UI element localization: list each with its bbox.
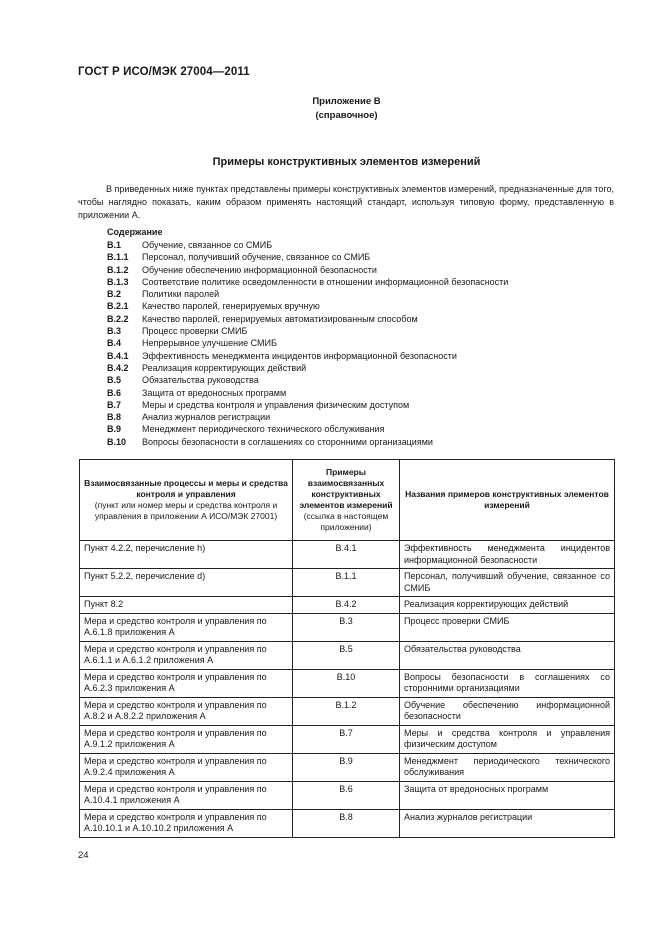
contents-item	[107, 300, 617, 312]
contents-heading: Содержание	[107, 227, 163, 237]
contents-item-text: Обучение, связанное со СМИБ	[142, 240, 273, 250]
contents-item-number: B.1.3	[107, 276, 129, 287]
table-row	[80, 613, 615, 641]
contents-item	[107, 264, 617, 276]
header-examples	[293, 460, 400, 541]
contents-item	[107, 337, 617, 349]
contents-item	[107, 387, 617, 399]
contents-item-number: B.2.2	[107, 313, 129, 324]
table-header-row	[80, 460, 615, 541]
process-cell: Мера и средство контроля и управления по А.6.1.1 и А.6.1.2 приложения А	[80, 641, 293, 669]
contents-item-text: Защита от вредоносных программ	[142, 387, 287, 398]
header-names-main: Названия примеров конструктивных элементов измерений	[405, 489, 609, 510]
contents-item-text: Непрерывное улучшение СМИБ	[142, 338, 277, 349]
reference-cell: B.3	[293, 613, 400, 641]
contents-item-text: Эффективность менеджмента инцидентов информационной безопасности	[142, 350, 457, 361]
contents-item	[107, 325, 617, 337]
process-cell: Пункт 4.2.2, перечисление h)	[80, 541, 293, 569]
reference-cell: B.5	[293, 641, 400, 669]
contents-item-number: B.7	[107, 399, 122, 410]
contents-item-text: Анализ журналов регистрации	[142, 412, 271, 423]
reference-cell: B.9	[293, 753, 400, 781]
header-names	[400, 460, 615, 541]
table-row	[80, 725, 615, 753]
contents-item	[107, 436, 617, 448]
contents-item	[107, 374, 617, 386]
process-cell: Мера и средство контроля и управления по А.6.2.3 приложения А	[80, 669, 293, 697]
contents-item-text: Реализация корректирующих действий	[142, 362, 307, 373]
contents-item-number: B.1	[107, 240, 122, 250]
name-cell: Меры и средства контроля и управления физическим доступом	[400, 725, 615, 753]
contents-item-text: Политики паролей	[142, 289, 220, 300]
contents-item-number: B.1.2	[107, 264, 129, 275]
header-processes	[80, 460, 293, 541]
contents-item	[107, 251, 617, 263]
contents-item-number: B.10	[107, 436, 127, 447]
header-processes-sub: (пункт или номер меры и средства контроля и управления в приложении А ИСО/МЭК 27001)	[94, 500, 278, 521]
reference-cell: B.6	[293, 781, 400, 809]
contents-item-number: B.9	[107, 424, 122, 435]
contents-item	[107, 423, 617, 435]
table-row	[80, 669, 615, 697]
annex-heading	[16, 95, 661, 123]
name-cell: Реализация корректирующих действий	[400, 597, 615, 614]
name-cell: Обязательства руководства	[400, 641, 615, 669]
intro-paragraph: В приведенных ниже пунктах представлены примеры конструктивных элементов измерений, предназначенные для того, чтобы наглядно показать, каким образом применять настоящий стандарт, используя типовую форму, представленную в приложении А.	[78, 184, 614, 220]
table-row	[80, 541, 615, 569]
contents-item-number: B.1.1	[107, 252, 129, 263]
contents-item-text: Соответствие политике осведомленности в отношении информационной безопасности	[142, 276, 509, 287]
contents-item-number: B.5	[107, 375, 122, 386]
process-cell: Пункт 8.2	[80, 597, 293, 614]
contents-item	[107, 276, 617, 288]
contents-item	[107, 362, 617, 374]
contents-item	[107, 239, 617, 251]
process-cell: Пункт 5.2.2, перечисление d)	[80, 569, 293, 597]
name-cell: Эффективность менеджмента инцидентов информационной безопасности	[400, 541, 615, 569]
section-title: Примеры конструктивных элементов измерений	[212, 156, 481, 168]
contents-item	[107, 288, 617, 300]
contents-item-text: Обязательства руководства	[142, 375, 259, 386]
contents-item	[107, 411, 617, 423]
reference-cell: B.1.1	[293, 569, 400, 597]
page-number: 24	[78, 850, 89, 861]
process-cell: Мера и средство контроля и управления по А.6.1.8 приложения А	[80, 613, 293, 641]
contents-item-text: Меры и средства контроля и управления физическим доступом	[142, 399, 410, 410]
table-row	[80, 597, 615, 614]
table-row	[80, 569, 615, 597]
contents-item-text: Вопросы безопасности в соглашениях со сторонними организациями	[142, 436, 433, 447]
name-cell: Менеджмент периодического технического обслуживания	[400, 753, 615, 781]
process-cell: Мера и средство контроля и управления по А.8.2 и А.8.2.2 приложения А	[80, 697, 293, 725]
name-cell: Вопросы безопасности в соглашениях со сторонними организациями	[400, 669, 615, 697]
contents-list	[107, 239, 617, 448]
header-processes-main: Взаимосвязанные процессы и меры и средства контроля и управления	[84, 478, 288, 499]
annex-title: Приложение В	[312, 96, 381, 107]
name-cell: Обучение обеспечению информационной безопасности	[400, 697, 615, 725]
table-row	[80, 641, 615, 669]
name-cell: Защита от вредоносных программ	[400, 781, 615, 809]
contents-item-number: B.4	[107, 338, 122, 349]
reference-cell: B.4.2	[293, 597, 400, 614]
contents-item-text: Качество паролей, генерируемых вручную	[142, 301, 320, 312]
header-examples-main: Примеры взаимосвязанных конструктивных элементов измерений	[299, 467, 393, 510]
contents-item-text: Менеджмент периодического технического обслуживания	[142, 424, 385, 435]
reference-cell: B.8	[293, 809, 400, 837]
reference-cell: B.10	[293, 669, 400, 697]
process-cell: Мера и средство контроля и управления по А.9.1.2 приложения А	[80, 725, 293, 753]
contents-item-number: B.3	[107, 326, 122, 337]
process-cell: Мера и средство контроля и управления по А.10.10.1 и А.10.10.2 приложения А	[80, 809, 293, 837]
header-examples-sub: (ссылка в настоящем приложении)	[303, 511, 389, 532]
contents-item-number: B.4.2	[107, 362, 129, 373]
table-row	[80, 753, 615, 781]
contents-item-text: Персонал, получивший обучение, связанное со СМИБ	[142, 252, 371, 263]
process-cell: Мера и средство контроля и управления по А.10.4.1 приложения А	[80, 781, 293, 809]
contents-item	[107, 313, 617, 325]
table-row	[80, 697, 615, 725]
table-row	[80, 809, 615, 837]
process-cell: Мера и средство контроля и управления по А.9.2.4 приложения А	[80, 753, 293, 781]
name-cell: Анализ журналов регистрации	[400, 809, 615, 837]
contents-item-text: Процесс проверки СМИБ	[142, 326, 248, 337]
contents-item-number: B.2	[107, 289, 122, 300]
contents-item	[107, 399, 617, 411]
document-id: ГОСТ Р ИСО/МЭК 27004—2011	[78, 66, 250, 78]
measures-table	[79, 459, 615, 838]
reference-cell: B.4.1	[293, 541, 400, 569]
contents-item-number: B.8	[107, 412, 122, 423]
annex-note: (справочное)	[315, 110, 378, 121]
contents-item-number: B.6	[107, 387, 122, 398]
contents-item-number: B.4.1	[107, 350, 129, 361]
reference-cell: B.7	[293, 725, 400, 753]
contents-item-number: B.2.1	[107, 301, 129, 312]
table-row	[80, 781, 615, 809]
reference-cell: B.1.2	[293, 697, 400, 725]
contents-item	[107, 350, 617, 362]
name-cell: Процесс проверки СМИБ	[400, 613, 615, 641]
contents-item-text: Качество паролей, генерируемых автоматизированным способом	[142, 313, 418, 324]
contents-item-text: Обучение обеспечению информационной безопасности	[142, 264, 377, 275]
name-cell: Персонал, получивший обучение, связанное со СМИБ	[400, 569, 615, 597]
